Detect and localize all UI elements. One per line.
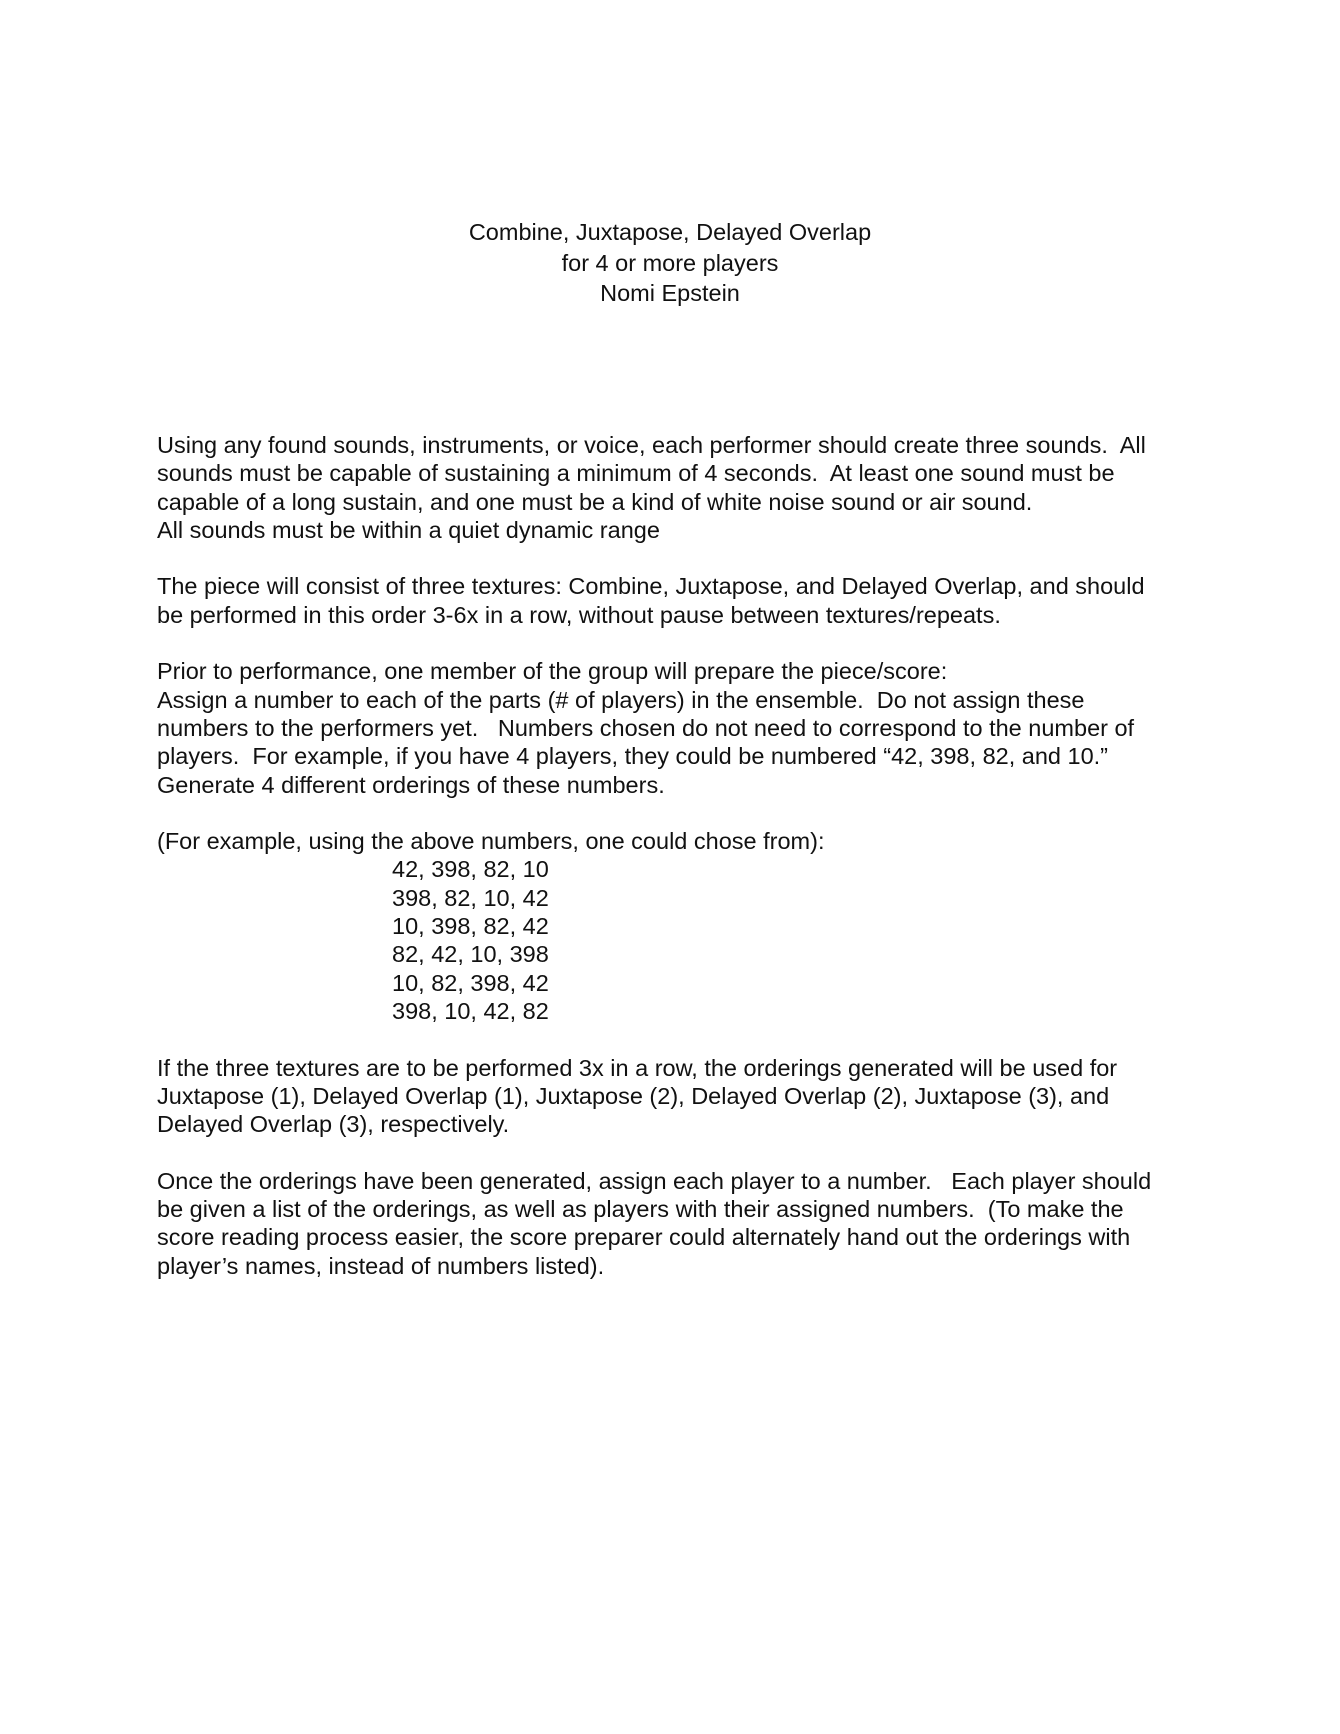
orderings-list <box>157 855 1217 1025</box>
ordering-item: 398, 10, 42, 82 <box>392 997 549 1024</box>
text-line: All sounds must be within a quiet dynamic range <box>157 516 660 543</box>
text-line: The piece will consist of three textures: Combine, Juxtapose, and Delayed Overlap, and should <box>157 573 1145 600</box>
text-line: (For example, using the above numbers, one could chose from): <box>157 828 825 855</box>
ordering-item: 10, 398, 82, 42 <box>392 913 549 940</box>
ordering-item: 42, 398, 82, 10 <box>392 856 549 883</box>
ordering-item: 398, 82, 10, 42 <box>392 884 549 911</box>
page-title: Combine, Juxtapose, Delayed Overlap <box>468 219 872 245</box>
page-subtitle: for 4 or more players <box>561 249 779 276</box>
ordering-item: 82, 42, 10, 398 <box>392 941 549 968</box>
paragraph-gap <box>157 1138 1217 1166</box>
paragraph-preparation <box>157 657 1217 798</box>
ordering-item: 10, 82, 398, 42 <box>392 969 549 996</box>
text-line: players. For example, if you have 4 players, they could be numbered “42, 398, 82, and 10.” <box>157 743 1108 770</box>
text-line: If the three textures are to be performed 3x in a row, the orderings generated will be used for <box>157 1054 1118 1081</box>
author-name: Nomi Epstein <box>600 280 740 306</box>
text-line: sounds must be capable of sustaining a minimum of 4 seconds. At least one sound must be <box>157 460 1115 487</box>
text-line: player’s names, instead of numbers listed). <box>157 1252 605 1279</box>
document-body <box>157 431 1217 1280</box>
paragraph-textures <box>157 572 1217 629</box>
text-line: Once the orderings have been generated, assign each player to a number. Each player should <box>157 1167 1152 1194</box>
text-line: be performed in this order 3-6x in a row, without pause between textures/repeats. <box>157 601 1001 628</box>
text-line: Using any found sounds, instruments, or voice, each performer should create three sounds. All <box>157 432 1146 458</box>
text-line: numbers to the performers yet. Numbers chosen do not need to correspond to the number of <box>157 714 1135 741</box>
paragraph-gap <box>157 544 1217 572</box>
paragraph-example <box>157 827 1217 855</box>
paragraph-instructions <box>157 431 1217 544</box>
text-line: Juxtapose (1), Delayed Overlap (1), Juxtapose (2), Delayed Overlap (2), Juxtapose (3), and <box>157 1082 1110 1109</box>
title-block <box>0 217 1340 309</box>
text-line: capable of a long sustain, and one must be a kind of white noise sound or air sound. <box>157 488 1033 515</box>
paragraph-assignment <box>157 1167 1217 1280</box>
paragraph-gap <box>157 799 1217 827</box>
text-line: Generate 4 different orderings of these numbers. <box>157 771 665 798</box>
paragraph-gap <box>157 1025 1217 1053</box>
text-line: Delayed Overlap (3), respectively. <box>157 1111 510 1138</box>
paragraph-usage <box>157 1054 1217 1139</box>
text-line: Prior to performance, one member of the group will prepare the piece/score: <box>157 658 948 685</box>
text-line: score reading process easier, the score preparer could alternately hand out the orderings with <box>157 1224 1131 1251</box>
text-line: Assign a number to each of the parts (# of players) in the ensemble. Do not assign these <box>157 686 1085 713</box>
paragraph-gap <box>157 629 1217 657</box>
text-line: be given a list of the orderings, as well as players with their assigned numbers. (To make the <box>157 1196 1124 1223</box>
